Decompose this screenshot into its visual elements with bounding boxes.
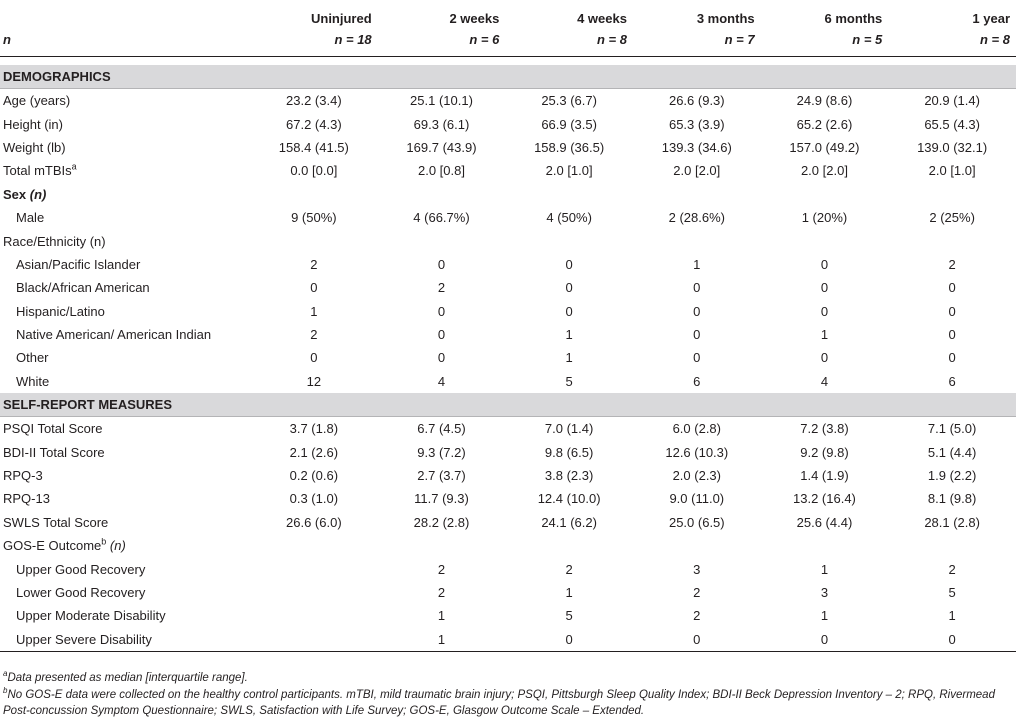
data-cell — [888, 534, 1016, 557]
data-cell: 6.0 (2.8) — [672, 421, 721, 437]
data-cell: 0 — [820, 350, 829, 366]
data-cell — [378, 534, 506, 557]
data-cell: 2 — [948, 561, 956, 577]
data-cell: 1 — [948, 608, 956, 624]
data-cell: 2 — [565, 561, 573, 577]
data-cell: 2.0 [1.0] — [545, 163, 593, 179]
table-row — [0, 300, 1016, 323]
data-cell: 65.3 (3.9) — [668, 116, 725, 132]
data-cell: 25.0 (6.5) — [668, 514, 725, 530]
data-cell: 3 — [820, 585, 829, 600]
data-cell: 2 — [310, 327, 318, 343]
data-cell: 0 — [761, 628, 889, 652]
group-header: 1 year — [972, 11, 1010, 26]
data-cell: 4 — [820, 373, 829, 389]
row-label-unit: (n) — [109, 538, 126, 554]
data-cell: 2 — [437, 280, 446, 296]
data-cell: 28.2 (2.8) — [413, 514, 470, 530]
row-label-text: Total mTBIs — [3, 163, 72, 179]
data-cell: 25.6 (4.4) — [796, 514, 853, 530]
data-cell — [250, 628, 378, 652]
data-cell: 0 — [948, 303, 956, 319]
data-cell — [250, 557, 378, 580]
data-cell: 1.4 (1.9) — [800, 468, 849, 484]
data-cell: 9 (50%) — [291, 210, 337, 226]
data-cell: 0 — [820, 303, 829, 319]
data-cell: 2.0 (2.3) — [672, 468, 721, 484]
row-label — [0, 112, 250, 135]
data-cell: 2 — [310, 256, 318, 272]
row-label: Male — [16, 210, 45, 226]
data-cell — [761, 534, 889, 557]
row-label: Asian/Pacific Islander — [16, 256, 141, 272]
row-label: Black/African American — [16, 280, 150, 296]
footnote-marker: b — [101, 536, 107, 547]
row-label: Upper Severe Disability — [0, 628, 250, 652]
row-label: Native American/ American Indian — [16, 327, 212, 343]
footnote-text: Data presented as median [interquartile range]. — [7, 672, 248, 684]
data-cell: 158.9 (36.5) — [534, 139, 605, 155]
data-cell: 7.2 (3.8) — [800, 421, 849, 437]
data-cell: 2 (25%) — [929, 210, 975, 226]
data-cell: 0 — [565, 303, 573, 319]
data-cell: 25.1 (10.1) — [410, 93, 473, 109]
data-cell: 9.3 (7.2) — [417, 444, 466, 460]
data-cell: 2.0 [1.0] — [928, 163, 976, 179]
data-cell: 1 (20%) — [801, 210, 848, 226]
section-title: SELF-REPORT MEASURES — [0, 393, 1016, 417]
data-cell: 139.3 (34.6) — [661, 139, 732, 155]
row-label-text: Age (years) — [3, 93, 71, 109]
footnote-marker: a — [3, 669, 8, 679]
section-demographics — [0, 65, 1016, 89]
table-row — [0, 604, 1016, 627]
data-cell: 0 — [820, 280, 829, 296]
table-row — [0, 534, 1016, 557]
data-cell: 1 — [378, 628, 506, 652]
table-row — [0, 417, 1016, 441]
header-row-counts — [0, 28, 1016, 57]
row-label: RPQ-3 — [3, 468, 43, 484]
data-cell — [761, 229, 889, 252]
section-self-report — [0, 393, 1016, 417]
group-header: 6 months — [824, 11, 883, 26]
section-title: DEMOGRAPHICS — [0, 65, 1016, 89]
data-cell: 0 — [633, 628, 761, 652]
data-cell: 0.0 [0.0] — [290, 163, 338, 179]
data-cell: 2.1 (2.6) — [289, 444, 339, 460]
data-cell: 1 — [565, 350, 573, 366]
table-row — [0, 487, 1016, 510]
data-cell: 24.9 (8.6) — [796, 93, 853, 109]
table-row — [0, 253, 1016, 276]
spacer-row — [0, 57, 1016, 66]
data-cell: 0 — [437, 256, 446, 272]
table-row — [0, 370, 1016, 393]
table-row — [0, 511, 1016, 534]
footnote-a — [3, 670, 1011, 687]
data-cell: 26.6 (9.3) — [668, 93, 725, 109]
row-label — [0, 534, 250, 557]
data-cell: 4 (50%) — [546, 210, 592, 226]
row-label: RPQ-13 — [3, 491, 50, 507]
data-cell: 5.1 (4.4) — [927, 444, 977, 460]
data-cell: 0 — [948, 280, 956, 296]
table-row — [0, 229, 1016, 252]
row-label — [0, 136, 250, 159]
data-cell: 9.2 (9.8) — [800, 444, 849, 460]
data-cell: 1.9 (2.2) — [927, 468, 977, 484]
data-cell: 0 — [565, 280, 573, 296]
data-cell: 1 — [565, 585, 573, 600]
data-cell: 2 — [437, 585, 446, 600]
data-cell — [250, 534, 378, 557]
row-label: SWLS Total Score — [3, 514, 109, 530]
data-cell: 3 — [693, 561, 701, 577]
data-cell — [250, 229, 378, 252]
data-cell: 1 — [820, 327, 829, 343]
data-cell: 157.0 (49.2) — [789, 139, 860, 155]
data-cell: 1 — [820, 608, 829, 624]
row-label: Race/Ethnicity (n) — [3, 233, 106, 249]
table-row — [0, 183, 1016, 206]
table-row — [0, 112, 1016, 135]
footnote-marker: b — [3, 685, 8, 695]
data-cell — [888, 183, 1016, 206]
data-cell: 0 — [693, 327, 701, 343]
table-row — [0, 136, 1016, 159]
group-count: n = 5 — [761, 28, 889, 57]
footnote-text: No GOS-E data were collected on the healthy control participants. mTBI, mild traumatic brain injury; PSQI, Pittsburgh Sleep Quality Index; BDI-II Beck Depression Inventory – 2; RPQ, Rivermead Post-concussion Symptom Questionnaire; SWLS, Satisfaction with Life Survey; GOS-E, Glasgow Outcome Scale – Extended. — [3, 688, 995, 717]
data-cell: 7.1 (5.0) — [927, 421, 977, 437]
table-row — [0, 323, 1016, 346]
data-cell — [378, 183, 506, 206]
data-cell: 0 — [437, 327, 446, 343]
data-cell: 1 — [820, 561, 829, 577]
data-cell: 23.2 (3.4) — [286, 93, 342, 109]
data-cell: 0 — [437, 350, 446, 366]
table-row — [0, 557, 1016, 580]
data-cell — [633, 229, 761, 252]
row-label-header: n — [0, 28, 250, 57]
data-cell: 7.0 (1.4) — [544, 421, 594, 437]
row-label: BDI-II Total Score — [3, 444, 105, 460]
data-cell: 0 — [693, 303, 701, 319]
data-cell — [505, 534, 633, 557]
table-footnotes — [3, 670, 1011, 720]
data-cell — [633, 534, 761, 557]
table-row — [0, 440, 1016, 463]
data-cell: 4 (66.7%) — [413, 210, 470, 226]
data-cell: 2.7 (3.7) — [417, 468, 466, 484]
data-cell: 65.5 (4.3) — [924, 116, 980, 132]
data-cell: 2.0 [2.0] — [800, 163, 848, 179]
row-label: Other — [16, 350, 49, 366]
data-cell — [888, 229, 1016, 252]
row-label — [0, 89, 250, 113]
data-cell: 6 — [693, 373, 701, 389]
row-label: White — [16, 373, 50, 389]
row-label-unit: (n) — [29, 186, 47, 202]
row-label: Lower Good Recovery — [16, 585, 146, 600]
group-count: n = 7 — [633, 28, 761, 57]
data-cell: 0 — [565, 256, 573, 272]
row-label: Upper Good Recovery — [16, 561, 146, 577]
data-cell: 5 — [565, 608, 573, 624]
data-cell: 5 — [565, 373, 573, 389]
data-cell: 1 — [693, 256, 701, 272]
row-label-text: Sex — [3, 186, 27, 202]
group-header: Uninjured — [310, 11, 372, 26]
data-cell: 169.7 (43.9) — [406, 139, 477, 155]
group-count: n = 18 — [250, 28, 378, 57]
data-cell: 1 — [565, 327, 573, 343]
data-cell: 0 — [310, 350, 318, 366]
data-cell: 5 — [948, 585, 956, 600]
data-cell: 9.8 (6.5) — [544, 444, 594, 460]
table-row — [0, 206, 1016, 229]
data-cell: 12.6 (10.3) — [665, 444, 729, 460]
table-row — [0, 464, 1016, 487]
group-header: 3 months — [696, 11, 755, 26]
data-cell — [505, 229, 633, 252]
data-cell: 0.3 (1.0) — [289, 491, 339, 507]
row-label — [0, 183, 250, 206]
data-cell: 24.1 (6.2) — [541, 514, 597, 530]
row-label-text: GOS-E Outcome — [3, 538, 102, 554]
data-cell: 3.8 (2.3) — [544, 468, 594, 484]
data-cell: 0 — [888, 628, 1016, 652]
footnote-marker: a — [71, 162, 77, 173]
data-cell: 25.3 (6.7) — [541, 93, 597, 109]
data-cell: 6 — [948, 373, 956, 389]
data-cell: 28.1 (2.8) — [924, 514, 980, 530]
data-cell — [378, 229, 506, 252]
data-cell: 8.1 (9.8) — [927, 491, 977, 507]
row-label-text: Height (in) — [3, 116, 63, 132]
row-label: Hispanic/Latino — [16, 303, 105, 319]
data-cell: 2 — [948, 256, 956, 272]
data-cell: 13.2 (16.4) — [793, 491, 856, 507]
data-cell — [761, 183, 889, 206]
data-cell: 0.2 (0.6) — [289, 468, 339, 484]
data-cell: 0 — [693, 350, 701, 366]
data-cell: 139.0 (32.1) — [917, 139, 988, 155]
footnote-b — [3, 687, 1011, 720]
data-cell: 0 — [310, 280, 318, 296]
data-cell: 2.0 [2.0] — [673, 163, 721, 179]
table-row — [0, 276, 1016, 299]
data-cell: 66.9 (3.5) — [541, 116, 597, 132]
data-cell: 2 — [437, 561, 446, 577]
data-cell: 1 — [437, 608, 446, 624]
data-cell: 3.7 (1.8) — [289, 421, 339, 437]
group-count: n = 8 — [505, 28, 633, 57]
group-header: 2 weeks — [449, 11, 500, 26]
data-cell: 2 (28.6%) — [668, 210, 725, 226]
data-cell: 67.2 (4.3) — [286, 116, 342, 132]
data-cell: 0 — [505, 628, 633, 652]
table-row — [0, 581, 1016, 604]
data-cell: 65.2 (2.6) — [796, 116, 853, 132]
data-cell: 0 — [437, 303, 446, 319]
group-count: n = 8 — [888, 28, 1016, 57]
data-cell: 12 — [306, 373, 322, 389]
data-cell: 69.3 (6.1) — [413, 116, 470, 132]
data-cell — [633, 183, 761, 206]
data-cell — [250, 581, 378, 604]
group-header: 4 weeks — [577, 11, 627, 26]
data-cell — [250, 183, 378, 206]
data-cell: 2 — [693, 608, 701, 624]
data-cell: 20.9 (1.4) — [924, 93, 980, 109]
table-row — [0, 346, 1016, 369]
header-row-groups — [0, 0, 1016, 28]
header-corner — [0, 0, 250, 28]
row-label: PSQI Total Score — [3, 421, 103, 437]
data-cell: 11.7 (9.3) — [414, 491, 469, 507]
data-cell: 2 — [693, 585, 701, 600]
table-row — [0, 159, 1016, 182]
row-label: Upper Moderate Disability — [16, 608, 166, 624]
data-cell: 12.4 (10.0) — [537, 491, 601, 507]
table-row — [0, 89, 1016, 113]
data-cell: 1 — [310, 303, 318, 319]
data-cell: 158.4 (41.5) — [278, 139, 349, 155]
row-label-text: Weight (lb) — [3, 139, 66, 155]
data-cell: 26.6 (6.0) — [286, 514, 342, 530]
group-count: n = 6 — [378, 28, 506, 57]
data-cell: 4 — [437, 373, 446, 389]
data-cell: 0 — [693, 280, 701, 296]
row-label — [0, 159, 250, 182]
data-cell — [505, 183, 633, 206]
data-cell: 9.0 (11.0) — [669, 491, 725, 507]
data-cell — [250, 604, 378, 627]
data-cell: 0 — [948, 350, 956, 366]
spacer-cell — [0, 57, 1016, 66]
data-cell: 0 — [948, 327, 956, 343]
data-cell: 6.7 (4.5) — [417, 421, 466, 437]
data-cell: 0 — [820, 256, 829, 272]
data-cell: 2.0 [0.8] — [417, 163, 465, 179]
table-row — [0, 628, 1016, 652]
